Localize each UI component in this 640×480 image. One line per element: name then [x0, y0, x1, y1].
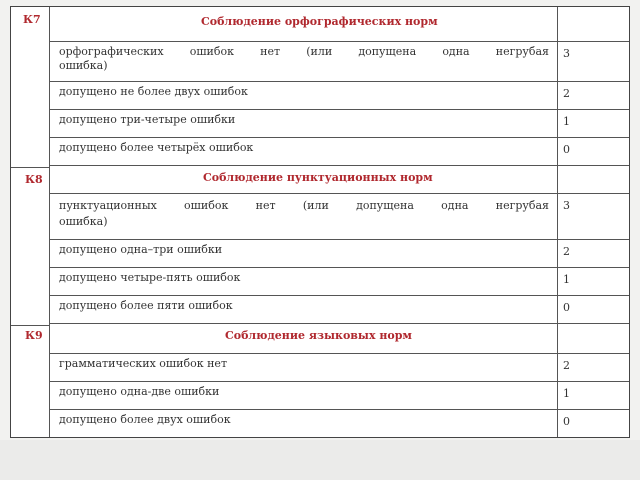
code-separator-k8 [11, 167, 49, 168]
row-line [49, 409, 629, 410]
code-separator-k9 [11, 325, 49, 326]
criterion-code: К7 [23, 13, 41, 26]
column-divider-score [557, 7, 558, 437]
row-line [49, 239, 629, 240]
criterion-description-cont: ошибка) [59, 215, 108, 228]
criterion-description: пунктуационных ошибок нет (или допущена одна негрубая [59, 199, 549, 212]
score-value: 3 [563, 199, 570, 212]
score-value: 2 [563, 87, 570, 100]
score-value: 1 [563, 115, 570, 128]
row-line [49, 137, 629, 138]
score-value: 1 [563, 273, 570, 286]
row-line [49, 295, 629, 296]
row-line [49, 81, 629, 82]
score-value: 2 [563, 245, 570, 258]
criterion-description: грамматических ошибок нет [59, 357, 228, 370]
criterion-description-cont: ошибка) [59, 59, 108, 72]
score-value: 0 [563, 143, 570, 156]
score-value: 0 [563, 301, 570, 314]
criterion-description: допущено более четырёх ошибок [59, 141, 254, 154]
criterion-description: допущено более двух ошибок [59, 413, 231, 426]
row-line [49, 323, 629, 324]
criterion-code: К9 [25, 329, 43, 342]
row-line [49, 165, 629, 166]
page-background-band [0, 440, 640, 480]
section-title: Соблюдение орфографических норм [201, 15, 438, 28]
criterion-description: допущено четыре-пять ошибок [59, 271, 241, 284]
row-line [49, 41, 629, 42]
score-value: 0 [563, 415, 570, 428]
criterion-description: допущено одна-две ошибки [59, 385, 220, 398]
section-title: Соблюдение языковых норм [225, 329, 412, 342]
criterion-description: допущено одна–три ошибки [59, 243, 223, 256]
row-line [49, 381, 629, 382]
criterion-description: допущено не более двух ошибок [59, 85, 248, 98]
criterion-description: допущено три-четыре ошибки [59, 113, 236, 126]
section-title: Соблюдение пунктуационных норм [203, 171, 433, 184]
row-line [49, 109, 629, 110]
column-divider-code [49, 7, 50, 437]
criterion-description: допущено более пяти ошибок [59, 299, 233, 312]
criterion-description: орфографических ошибок нет (или допущена одна негрубая [59, 45, 549, 58]
criteria-table [10, 6, 630, 438]
row-line [49, 353, 629, 354]
row-line [49, 193, 629, 194]
score-value: 3 [563, 47, 570, 60]
criterion-code: К8 [25, 173, 43, 186]
row-line [49, 267, 629, 268]
score-value: 2 [563, 359, 570, 372]
score-value: 1 [563, 387, 570, 400]
